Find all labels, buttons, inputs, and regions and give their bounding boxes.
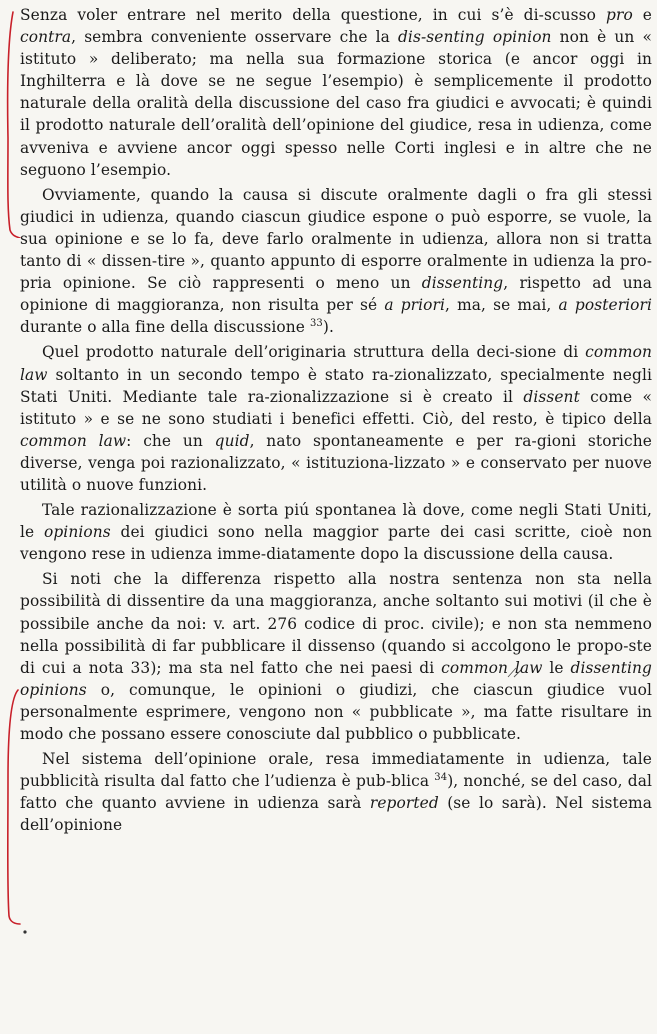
paragraph-p3 (20, 341, 652, 496)
italic-term: pro (606, 6, 633, 24)
text-run: le (542, 658, 571, 677)
text-run: e (632, 6, 652, 24)
italic-term: dissent (523, 387, 580, 406)
text-run: : che un (126, 431, 215, 450)
text-run: ), nonché, se del caso, dal fatto che quanto avviene in udienza sarà (20, 772, 652, 813)
paragraph-p4 (20, 499, 652, 565)
text-run: Ovviamente, quando la causa si discute oralmente dagli o fra gli stessi giudici in udienza, quando ciascun giudice espone o può esporre, se vuole, la sua opinione e se lo fa, deve farlo oralmente in udienza, allora non si tratta tanto di « dissen-tire », quanto appunto di esporre oralmente in udienza la pro-pria opinione. Se ciò rappresenti o meno un (20, 185, 652, 293)
footnote-ref: 34 (434, 772, 448, 784)
text-run: Nel sistema dell’opinione orale, resa immediatamente in udienza, tale pubblicità risulta dal fatto che l’udienza è pub-blica (20, 750, 652, 791)
text-run: (se lo sarà). Nel sistema dell’opinione (20, 794, 652, 835)
text-run: Tale razionalizzazione è sorta piú spontanea là dove, come negli Stati Uniti, le (20, 501, 652, 542)
text-run: soltanto in un secondo tempo è stato ra-zionalizzato, specialmente negli Stati Uniti. Mediante tale ra-zionalizzazione si è creato il (20, 365, 652, 406)
paragraph-p2 (20, 184, 652, 339)
text-run: Quel prodotto naturale dell’originaria struttura della deci-sione di (42, 343, 586, 362)
margin-bracket-top (2, 8, 22, 238)
italic-term: common law (20, 431, 127, 450)
paragraph-p6 (20, 748, 652, 836)
italic-term: common law (441, 658, 543, 677)
italic-term: contra (20, 28, 72, 47)
italic-term: dis-senting opinion (397, 28, 552, 47)
margin-bracket-bottom (2, 688, 22, 928)
text-run: dei giudici sono nella maggior parte dei casi scritte, cioè non vengono rese in udienza imme-diatamente dopo la discussione della causa. (20, 523, 652, 564)
body-text (20, 4, 652, 836)
text-run: , sembra conveniente osservare che la (71, 28, 398, 47)
text-run: durante o alla fine della discussione (20, 318, 310, 337)
italic-term: quid (214, 431, 250, 450)
text-run: , rispetto ad una opinione di maggioranza, non risulta per sé (20, 274, 652, 315)
text-run: come « istituto » e se ne sono studiati i benefici effetti. Ciò, del resto, è tipico della (20, 387, 652, 428)
italic-term: a posteriori (558, 296, 653, 315)
text-run: Si noti che la differenza rispetto alla nostra sentenza non sta nella possibilità di dissentire da una maggioranza, anche soltanto sui motivi (il che è possibile anche da noi: v. art. 276 codice di proc. civile); e non sta nemmeno nella possibilità di far pubblicare il dissenso (quando si accolgono le propo-ste di cui a nota 33); ma sta nel fatto che nei paesi di (20, 570, 652, 677)
text-run: o, comunque, le opinioni o giudizi, che ciascun giudice vuol personalmente esprimere, vengono non « pubblicate », ma fatte risultare in modo che possano essere conosciute dal pubblico o pubblicate. (20, 680, 652, 743)
footnote-ref: 33 (309, 318, 323, 330)
paragraph-p5 (20, 568, 652, 745)
paragraph-p1 (20, 4, 652, 181)
italic-term: dissenting (421, 274, 504, 293)
text-run: non è un « istituto » deliberato; ma nella sua formazione storica (e ancor oggi in Inghilterra e là dove se ne segue l’esempio) è semplicemente il prodotto naturale della oralità della discussione del caso fra giudici e avvocati; è quindi il prodotto naturale dell’oralità dell’opinione del giudice, resa in udienza, come avveniva e avviene ancor oggi spesso nelle Corti inglesi e in altre che ne seguono l’esempio. (20, 28, 652, 179)
text-run: , ma, se mai, (445, 296, 559, 315)
text-run: , nato spontaneamente e per ra-gioni storiche diverse, venga poi razionalizzato, « istituziona-lizzato » e conservato per nuove utilità o nuove funzioni. (20, 431, 653, 494)
italic-term: dissenting opinions (20, 658, 652, 699)
italic-term: opinions (43, 523, 111, 542)
italic-term: a priori (384, 296, 445, 315)
pencil-mark (20, 922, 30, 941)
text-run: Senza voler entrare nel merito della questione, in cui s’è di-scusso (20, 6, 607, 24)
italic-term: common law (20, 343, 652, 384)
italic-term: reported (369, 794, 439, 813)
text-run: ). (322, 318, 334, 337)
